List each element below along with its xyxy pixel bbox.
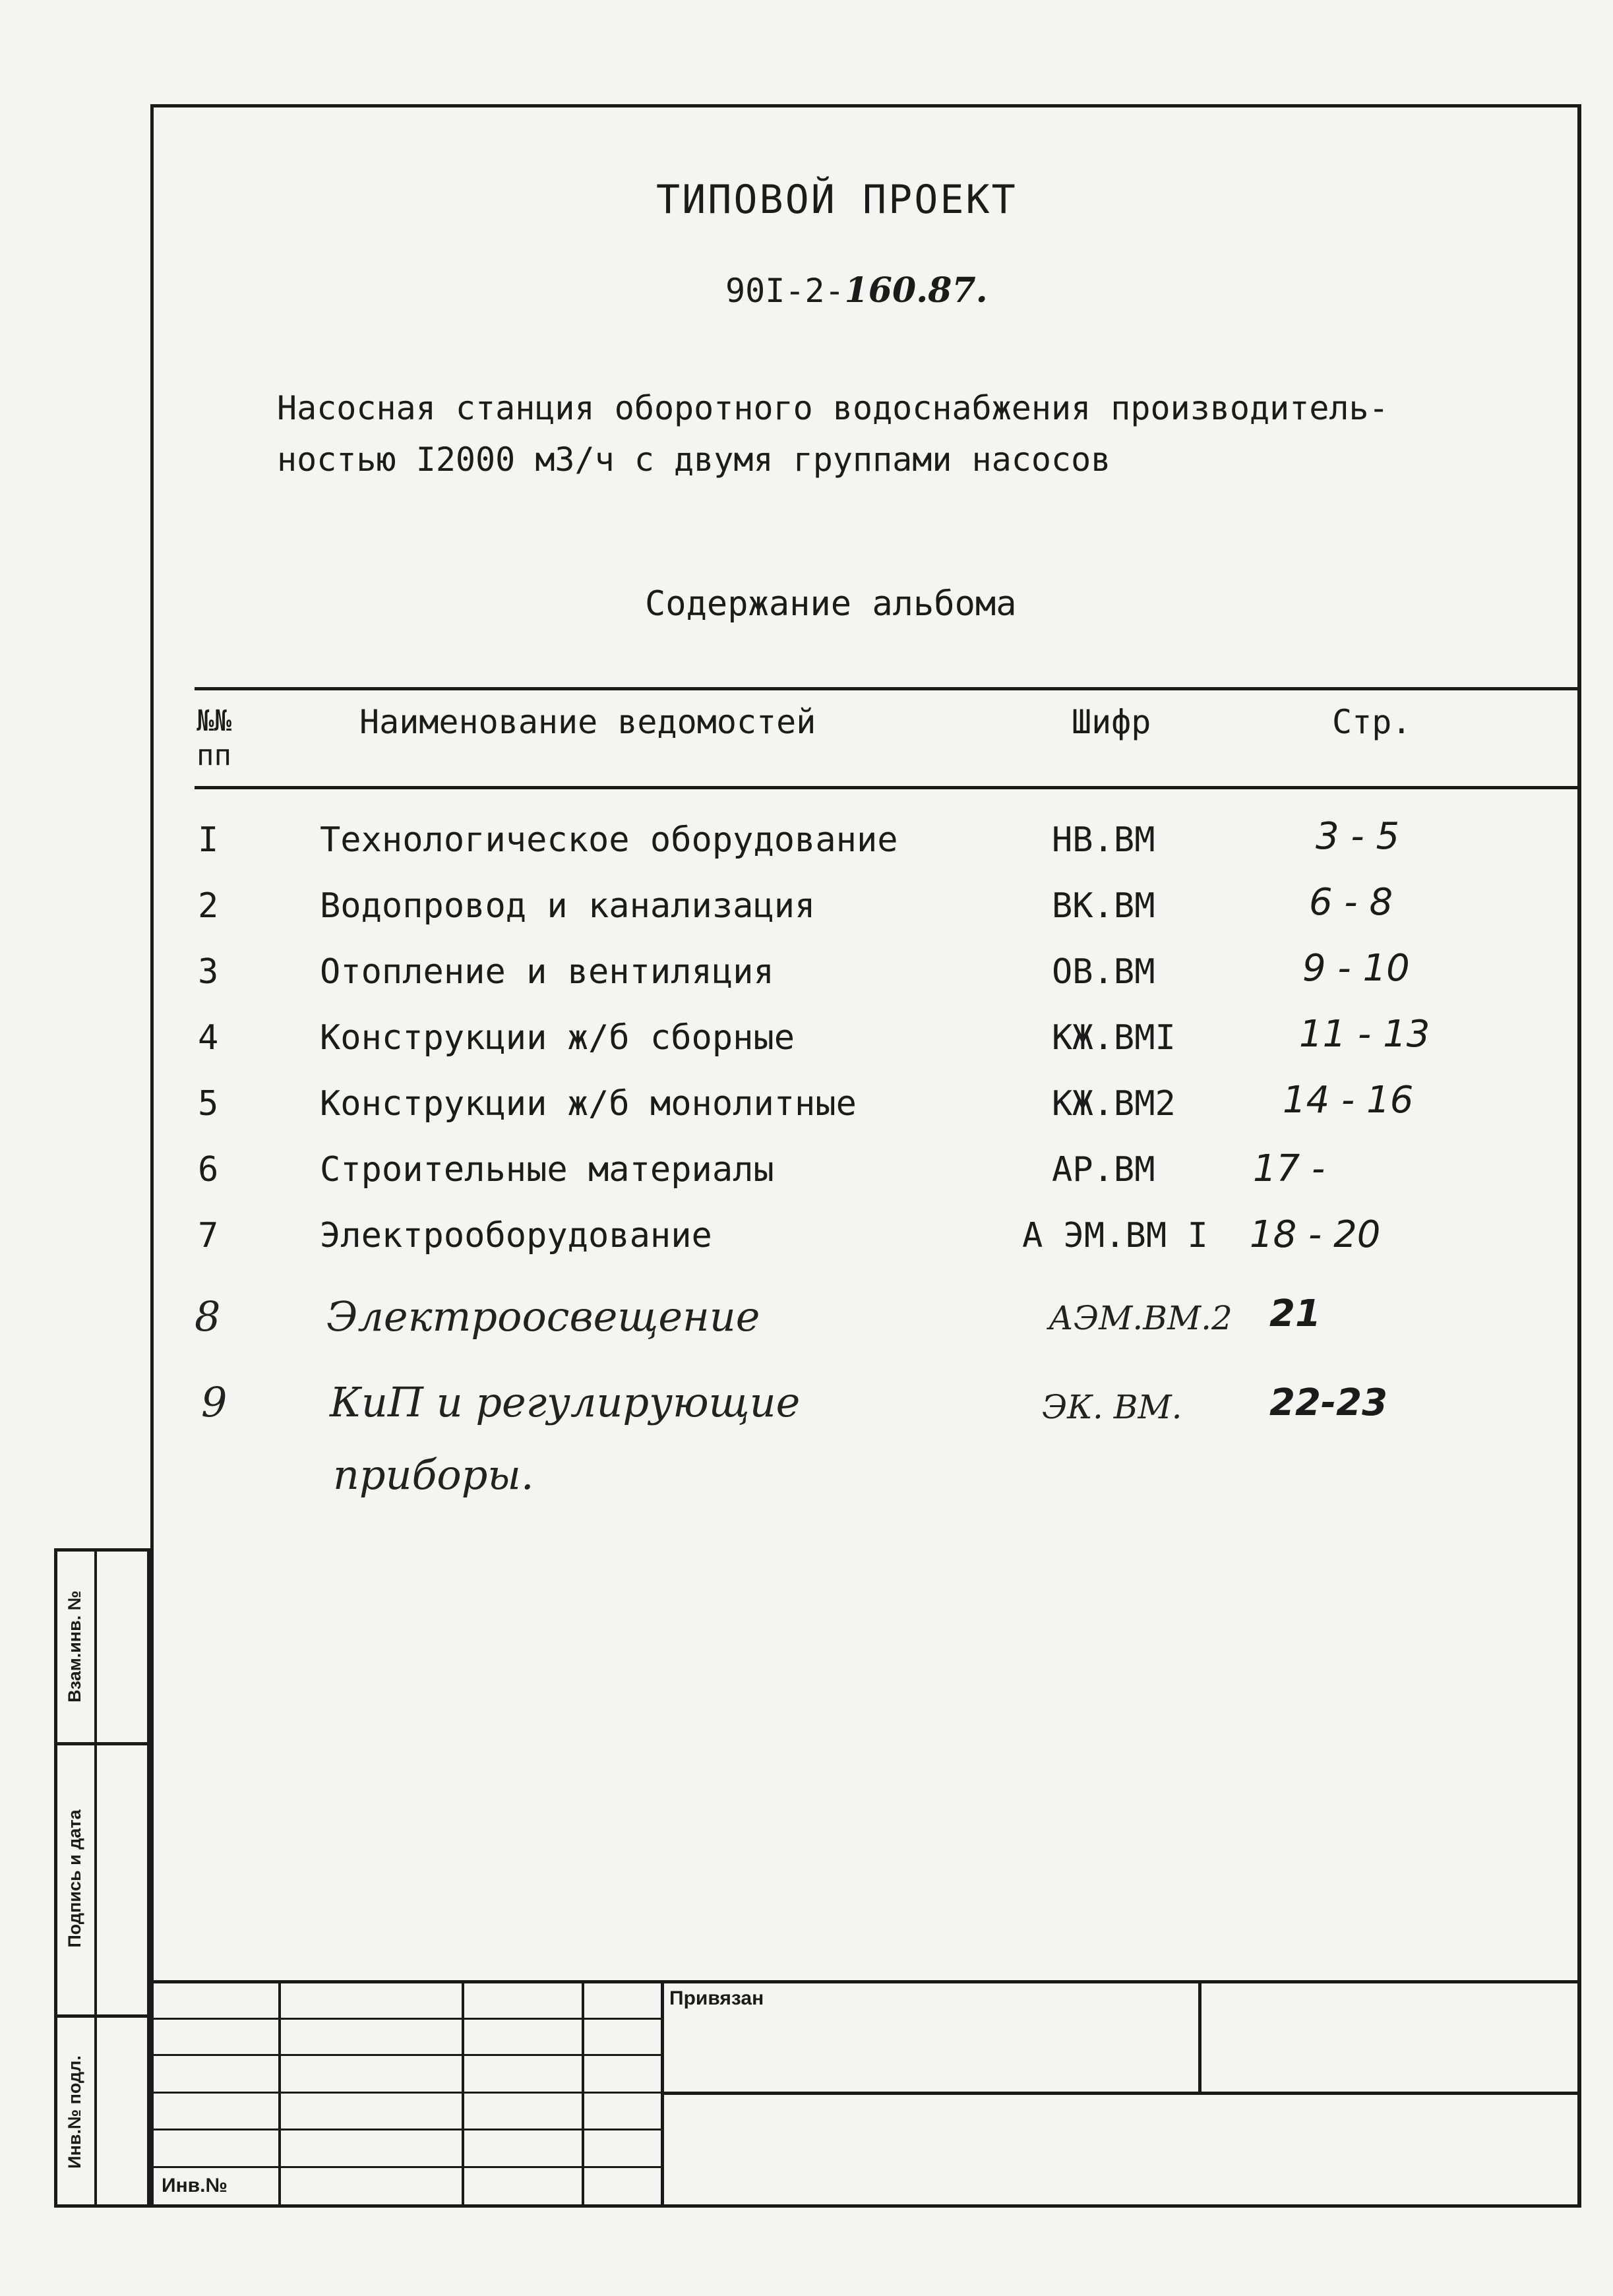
row-num: 5 [198,1084,219,1124]
stamp-col-3 [582,1980,584,2208]
row-page: 11 - 13 [1299,1013,1430,1056]
row-num: 2 [198,886,219,926]
album-contents-heading: Содержание альбома [645,584,1017,624]
row-num: I [198,820,219,860]
project-description [277,382,1389,485]
row-code: ВК.ВМ [1052,886,1155,926]
margin-label-vzam-inv: Взам.инв. № [65,1590,84,1703]
project-code-printed: 90I-2- [725,272,845,310]
table-header-rule [195,786,1581,789]
row-code: А ЭМ.ВМ I [1022,1216,1208,1255]
row-name: Водопровод и канализация [320,886,816,926]
row-num: 7 [198,1216,219,1255]
stamp-inv-no-label: Инв.№ [162,2175,228,2196]
row-name: Строительные материалы [320,1150,774,1190]
row-code: ОВ.ВМ [1052,952,1155,992]
row-code: КЖ.ВМ2 [1052,1084,1176,1124]
row-name: Конструкции ж/б сборные [320,1018,795,1058]
stamp-row-rule [150,2092,662,2094]
stamp-mid-rule [661,2092,1581,2095]
col-header-name: Наименование ведомостей [359,703,816,741]
row-name: Технологическое оборудование [320,820,898,860]
row-num: 3 [198,952,219,992]
project-code-handwritten: 160.87. [844,270,988,311]
stamp-row-rule [150,2054,662,2056]
margin-stamp-rule-2 [54,2014,150,2018]
row-page: 21 [1269,1292,1321,1335]
stamp-row-rule [150,2018,662,2020]
row-page: 17 - [1253,1147,1325,1190]
col-header-page: Стр. [1332,703,1412,741]
description-line-2: ностью I2000 м3/ч с двумя группами насосов [277,440,1111,479]
margin-label-signature-date: Подпись и дата [65,1809,84,1948]
row-code: АР.ВМ [1052,1150,1155,1190]
stamp-col-1 [278,1980,281,2208]
row-code: АЭМ.ВМ.2 [1049,1299,1233,1337]
row-num: 4 [198,1018,219,1058]
stamp-row-rule [150,2129,662,2130]
row-num: 8 [195,1292,221,1341]
margin-label-inv-podl: Инв.№ подл. [65,2055,84,2169]
col-header-num: №№ пп [197,704,231,772]
stamp-col-5 [1198,1980,1202,2094]
row-code: НВ.ВМ [1052,820,1155,860]
row-page: 3 - 5 [1316,815,1400,858]
margin-stamp-divider [94,1548,97,2208]
row-name: КиП и регулирующие [330,1378,801,1426]
row-name: Отопление и вентиляция [320,952,774,992]
table-top-rule [195,687,1581,690]
row-page: 14 - 16 [1283,1079,1414,1122]
document-title: ТИПОВОЙ ПРОЕКТ [656,177,1018,223]
stamp-col-2 [462,1980,464,2208]
row-num: 9 [201,1378,228,1426]
row-page: 18 - 20 [1250,1213,1381,1256]
row-name-continued: приборы. [333,1451,534,1499]
row-page: 22-23 [1269,1381,1388,1424]
col-header-code: Шифр [1072,703,1151,741]
row-name: Конструкции ж/б монолитные [320,1084,857,1124]
row-num: 6 [198,1150,219,1190]
description-line-1: Насосная станция оборотного водоснабжения производитель- [277,389,1389,427]
row-page: 9 - 10 [1302,947,1410,990]
row-name: Электрооборудование [320,1216,712,1255]
row-code: ЭК. ВМ. [1042,1388,1182,1426]
row-name: Электроосвещение [326,1292,760,1341]
margin-stamp-rule-1 [54,1742,150,1745]
stamp-top-rule [150,1980,1581,1983]
stamp-privyazan-label: Привязан [669,1987,764,2009]
project-code [725,270,988,311]
stamp-row-rule [150,2166,662,2168]
row-code: КЖ.ВМI [1052,1018,1176,1058]
row-page: 6 - 8 [1309,881,1393,924]
